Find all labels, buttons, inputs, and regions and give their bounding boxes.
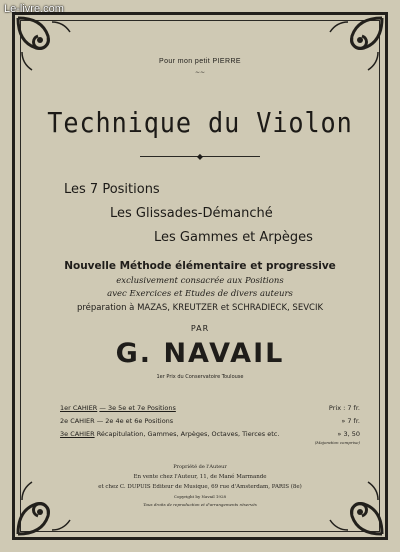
author-name: G. NAVAIL bbox=[115, 338, 285, 369]
ownership-notice: Propriété de l'Auteur bbox=[173, 464, 227, 470]
par-label: PAR bbox=[190, 324, 210, 333]
cahier-row bbox=[60, 417, 360, 425]
cahier-description: — 3e 5e et 7e Positions bbox=[99, 404, 176, 412]
watermark: Le-livre.com bbox=[4, 3, 64, 15]
cahier-name: 3e CAHIER bbox=[60, 430, 95, 438]
dedication-ornament-icon: ∼∼ bbox=[194, 70, 206, 76]
dedication: Pour mon petit PIERRE bbox=[159, 58, 241, 65]
sale-info-2: et chez C. DUPUIS Editeur de Musique, 69 rue d'Amsterdam, PARIS (8e) bbox=[98, 484, 302, 490]
author-credentials: 1er Prix du Conservatoire Toulouse bbox=[156, 374, 244, 380]
topic-glissades: Les Glissades-Démanché bbox=[110, 206, 273, 221]
method-subtitle-1: exclusivement consacrée aux Positions bbox=[116, 276, 284, 286]
method-subtitle-2: avec Exercices et Etudes de divers auteurs bbox=[107, 289, 293, 299]
cahier-row bbox=[60, 430, 360, 438]
price-note: (Majoration comprise) bbox=[314, 440, 360, 445]
sale-info-1: En vente chez l'Auteur, 11, de Mané Marmande bbox=[133, 474, 267, 480]
preparation-line: préparation à MAZAS, KREUTZER et SCHRADIECK, SEVCIK bbox=[76, 303, 324, 313]
cover-content bbox=[20, 20, 380, 532]
topic-gammes: Les Gammes et Arpèges bbox=[154, 230, 313, 245]
cahier-description: — 2e 4e et 6e Positions bbox=[96, 417, 174, 425]
cahier-price: » 7 fr. bbox=[341, 417, 360, 425]
rights-notice: Tous droits de reproduction et d'arrangements réservés bbox=[143, 502, 257, 507]
topic-positions: Les 7 Positions bbox=[64, 182, 160, 197]
cahier-name: 1er CAHIER bbox=[60, 404, 98, 412]
page-title: Technique du Violon bbox=[47, 106, 353, 139]
cahier-price: » 3, 50 bbox=[337, 430, 360, 438]
divider-ornament-icon: ◆ bbox=[196, 152, 204, 161]
cahier-row bbox=[60, 404, 360, 412]
method-heading: Nouvelle Méthode élémentaire et progressive bbox=[64, 260, 336, 272]
copyright-notice: Copyright by Navail 1928 bbox=[173, 494, 227, 499]
cahier-description: Récapitulation, Gammes, Arpèges, Octaves, Tierces etc. bbox=[96, 430, 280, 438]
cahier-name: 2e CAHIER bbox=[60, 417, 95, 425]
cahier-price: Prix : 7 fr. bbox=[328, 404, 360, 412]
